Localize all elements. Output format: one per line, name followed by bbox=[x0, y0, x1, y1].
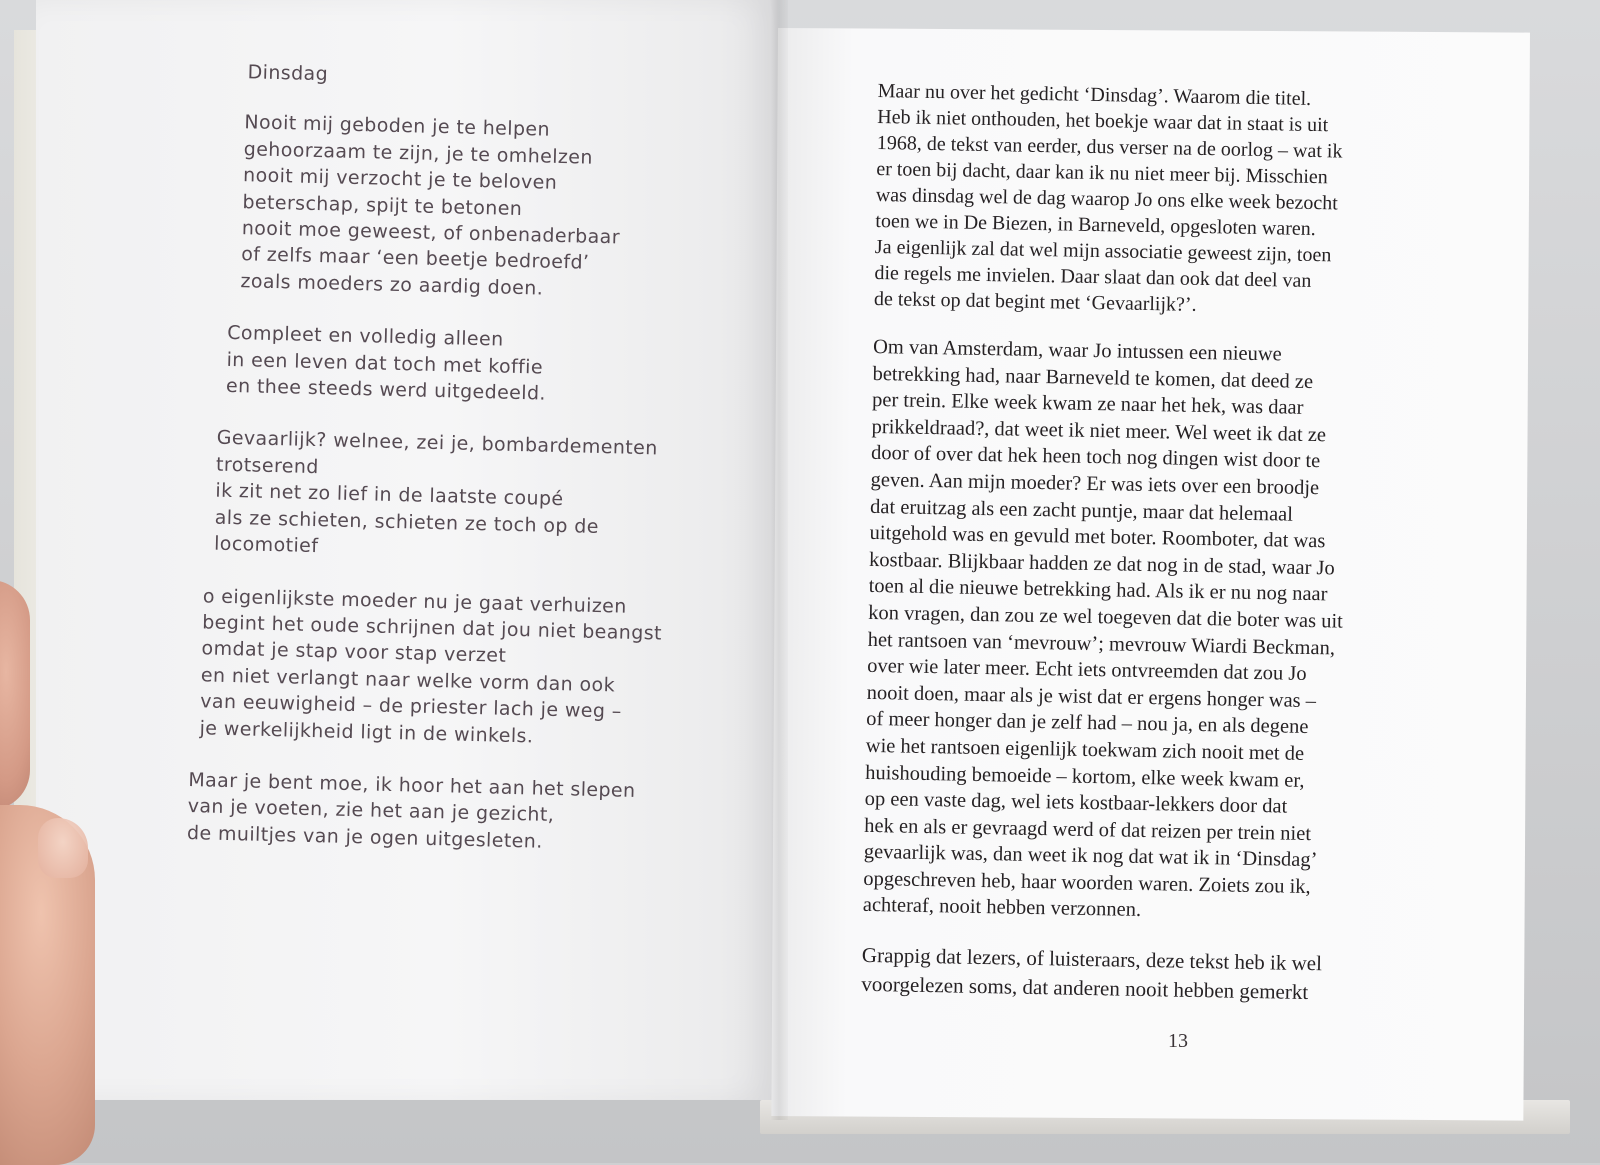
poem-line: of zelfs maar ‘een beetje bedroefd’ bbox=[240, 243, 590, 275]
prose-line: Grappig dat lezers, of luisteraars, deze tekst heb ik wel bbox=[861, 942, 1323, 976]
poem-stanza bbox=[226, 320, 710, 411]
poem-line: en thee steeds werd uitgedeeld. bbox=[225, 374, 547, 405]
prose-line: of meer honger dan je zelf had – nou ja, en als degene bbox=[866, 708, 1309, 739]
poem-line: trotserend bbox=[215, 453, 320, 478]
poem-line: begint het oude schrijnen dat jou niet beangst bbox=[201, 611, 663, 645]
poem-line: omdat je stap voor stap verzet bbox=[201, 637, 507, 668]
prose-line: wie het rantsoen eigenlijk toekwam zich nooit met de bbox=[865, 734, 1305, 765]
prose-line: er toen bij dacht, daar kan ik nu niet meer bij. Misschien bbox=[876, 157, 1329, 189]
prose-text bbox=[861, 78, 1468, 1032]
poem-line: je werkelijkheid ligt in de winkels. bbox=[199, 716, 534, 747]
prose-line: nooit doen, maar als je wist dat er ergens honger was – bbox=[866, 681, 1317, 712]
prose-line: huishouding bemoeide – kortom, elke week kwam er, bbox=[865, 761, 1305, 792]
poem-line: Gevaarlijk? welnee, zei je, bombardementen bbox=[216, 427, 658, 460]
prose-line: geven. Aan mijn moeder? Er was iets over een broodje bbox=[870, 468, 1320, 500]
prose-line: het rantsoen van ‘mevrouw’; mevrouw Wiardi Beckman, bbox=[867, 628, 1336, 659]
prose-line: per trein. Elke week kwam ze naar het hek, was daar bbox=[871, 389, 1304, 420]
poem-line: en niet verlangt naar welke vorm dan ook bbox=[200, 664, 616, 697]
prose-paragraph bbox=[861, 941, 1452, 1010]
poem-line: ik zit net zo lief in de laatste coupé bbox=[215, 479, 564, 511]
prose-line: door of over dat hek heen toch nog dingen wist door te bbox=[870, 442, 1321, 473]
prose-line: over wie later meer. Echt iets ontvreemden dat zou Jo bbox=[867, 655, 1307, 686]
poem-title: Dinsdag bbox=[247, 61, 329, 86]
poem-line: Nooit mij geboden je te helpen bbox=[244, 111, 551, 142]
prose-paragraph bbox=[863, 334, 1464, 930]
prose-line: dat eruitzag als een zacht puntje, maar dat helemaal bbox=[869, 495, 1294, 526]
prose-line: opgeschreven heb, haar woorden waren. Zoiets zou ik, bbox=[863, 867, 1311, 898]
prose-line: kon vragen, dan zou ze wel toegeven dat die boter was uit bbox=[867, 601, 1344, 633]
prose-line: voorgelezen soms, dat anderen nooit hebben gemerkt bbox=[861, 971, 1309, 1005]
poem-line: in een leven dat toch met koffie bbox=[226, 348, 544, 379]
prose-line: was dinsdag wel de dag waarop Jo ons elke week bezocht bbox=[875, 183, 1339, 215]
prose-line: prikkeldraad?, dat weet ik niet meer. Wel weet ik dat ze bbox=[871, 415, 1327, 447]
prose-line: die regels me invielen. Daar slaat dan ook dat deel van bbox=[874, 261, 1312, 292]
prose-line: hek en als er gevraagd werd of dat reizen per trein niet bbox=[864, 814, 1312, 845]
poem-line: nooit moe geweest, of onbenaderbaar bbox=[241, 217, 621, 249]
poem-line: van eeuwigheid – de priester lach je weg – bbox=[200, 690, 622, 723]
poem-line: als ze schieten, schieten ze toch op de bbox=[214, 506, 600, 538]
prose-line: uitgehold was en gevuld met boter. Roomboter, dat was bbox=[869, 522, 1326, 553]
poem-stanza bbox=[240, 110, 714, 306]
poem-stanza bbox=[214, 425, 707, 569]
prose-line: de tekst op dat begint met ‘Gevaarlijk?’. bbox=[873, 287, 1197, 316]
prose-line: Om van Amsterdam, waar Jo intussen een nieuwe bbox=[872, 335, 1282, 366]
poem-line: Maar je bent moe, ik hoor het aan het slepen bbox=[188, 768, 636, 802]
prose-line: Ja eigenlijk zal dat wel mijn associatie geweest zijn, toen bbox=[874, 235, 1332, 267]
prose-line: achteraf, nooit hebben verzonnen. bbox=[862, 894, 1142, 922]
poem-line: o eigenlijkste moeder nu je gaat verhuizen bbox=[202, 584, 628, 618]
poem-line: zoals moeders zo aardig doen. bbox=[240, 270, 544, 300]
prose-line: gevaarlijk was, dan weet ik nog dat wat ik in ‘Dinsdag’ bbox=[863, 841, 1318, 872]
poem-line: van je voeten, zie het aan je gezicht, bbox=[187, 795, 555, 827]
prose-line: op een vaste dag, wel iets kostbaar-lekkers door dat bbox=[864, 787, 1288, 818]
page-number: 13 bbox=[1168, 1030, 1188, 1052]
prose-line: toen al die nieuwe betrekking had. Als ik er nu nog naar bbox=[868, 575, 1328, 606]
book-gutter bbox=[770, 0, 788, 1120]
poem-line: nooit mij verzocht je te beloven bbox=[242, 164, 558, 195]
prose-line: Maar nu over het gedicht ‘Dinsdag’. Waarom die titel. bbox=[877, 79, 1312, 110]
prose-line: Heb ik niet onthouden, het boekje waar dat in staat is uit bbox=[877, 105, 1329, 137]
poem-line: de muiltjes van je ogen uitgesleten. bbox=[186, 821, 543, 853]
prose-paragraph bbox=[874, 78, 1468, 323]
poem bbox=[176, 58, 716, 885]
poem-stanza bbox=[187, 767, 699, 859]
prose-line: toen we in De Biezen, in Barneveld, opgesloten waren. bbox=[875, 209, 1316, 241]
poem-line: beterschap, spijt te betonen bbox=[242, 190, 523, 220]
prose-line: 1968, de tekst van eerder, dus verser na de oorlog – wat ik bbox=[876, 131, 1343, 163]
poem-line: locomotief bbox=[213, 532, 319, 558]
left-hand-finger bbox=[0, 580, 30, 810]
poem-line: gehoorzaam te zijn, je te omhelzen bbox=[243, 138, 594, 169]
prose-line: kostbaar. Blijkbaar hadden ze dat nog in de stad, waar Jo bbox=[868, 548, 1335, 580]
poem-stanza bbox=[199, 583, 703, 754]
prose-line: betrekking had, naar Barneveld te komen, dat deed ze bbox=[872, 362, 1314, 393]
poem-line: Compleet en volledig alleen bbox=[227, 322, 504, 351]
